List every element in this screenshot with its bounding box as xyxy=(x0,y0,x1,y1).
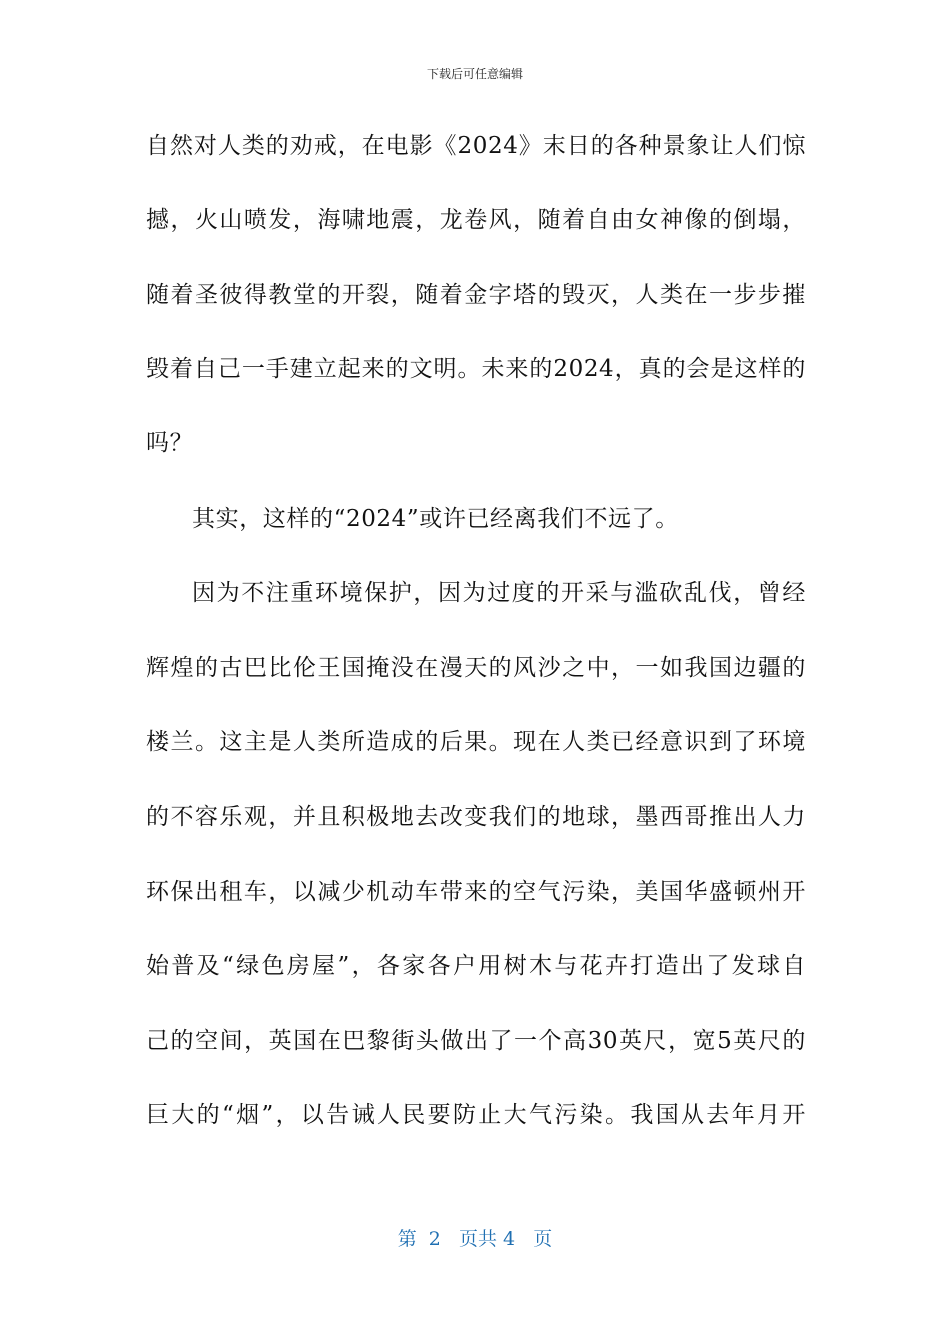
text-line: 的不容乐观，并且积极地去改变我们的地球，墨西哥推出人力 xyxy=(146,804,806,830)
text-line: 撼，火山喷发，海啸地震，龙卷风，随着自由女神像的倒塌， xyxy=(146,207,806,233)
text-line: 吗？ xyxy=(146,430,194,456)
text-line: 辉煌的古巴比伦王国掩没在漫天的风沙之中，一如我国边疆的 xyxy=(146,655,806,681)
text-line: 毁着自己一手建立起来的文明。未来的2024，真的会是这样的 xyxy=(146,356,806,382)
text-line: 环保出租车，以减少机动车带来的空气污染，美国华盛顿州开 xyxy=(146,879,806,905)
text-line: 始普及“绿色房屋”，各家各户用树木与花卉打造出了发球自 xyxy=(146,953,806,979)
text-line: 自然对人类的劝戒，在电影《2024》末日的各种景象让人们惊 xyxy=(146,133,806,159)
page-header: 下载后可任意编辑 xyxy=(426,67,523,81)
text-line: 因为不注重环境保护，因为过度的开采与滥砍乱伐，曾经 xyxy=(192,580,806,606)
text-line: 楼兰。这主是人类所造成的后果。现在人类已经意识到了环境 xyxy=(146,729,806,755)
text-line: 巨大的“烟”，以告诫人民要防止大气污染。我国从去年月开 xyxy=(146,1102,806,1128)
page-number-footer: 第 2 页共 4 页 xyxy=(397,1228,553,1250)
text-line: 己的空间，英国在巴黎街头做出了一个高30英尺，宽5英尺的 xyxy=(146,1028,806,1054)
text-line: 随着圣彼得教堂的开裂，随着金字塔的毁灭，人类在一步步摧 xyxy=(146,282,806,308)
text-line: 其实，这样的“2024”或许已经离我们不远了。 xyxy=(192,506,679,532)
